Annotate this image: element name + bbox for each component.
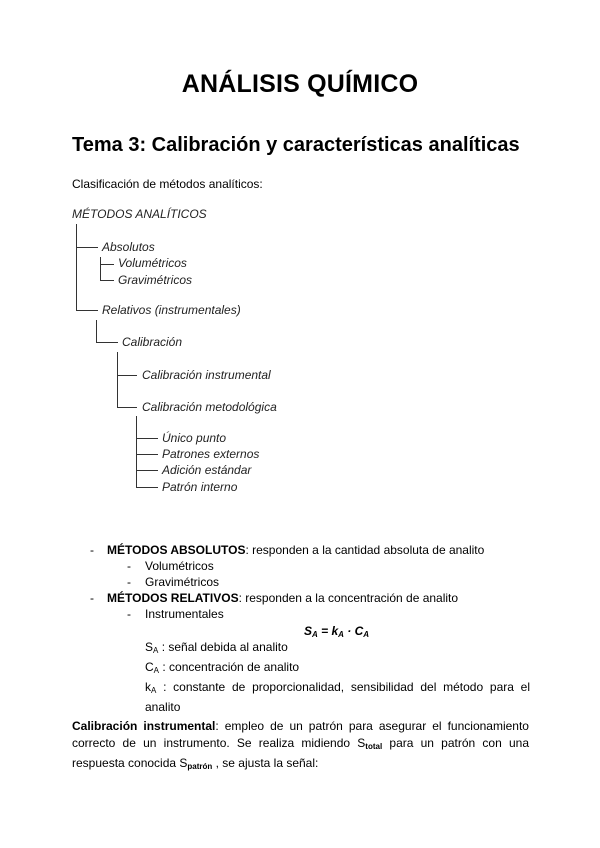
list-dash: -: [127, 575, 131, 589]
tree-line: [136, 487, 158, 488]
eq-symbol: = k: [317, 624, 339, 638]
tree-node-relativos: Relativos (instrumentales): [102, 303, 241, 317]
list-item-text: Gravimétricos: [145, 575, 220, 589]
list-item: [72, 606, 532, 622]
tree-line: [100, 264, 114, 265]
tree-node-cal-metodologica: Calibración metodológica: [142, 400, 277, 414]
tree-line: [100, 280, 114, 281]
tree-node-volumetricos: Volumétricos: [118, 256, 187, 270]
definition-ka: $k_A$ : constante de proporcionalidad, sensibilidad del método para el analito: [145, 680, 530, 714]
tree-node-unico-punto: Único punto: [162, 431, 227, 445]
tree-line: [117, 407, 137, 408]
paragraph-bold: Calibración instrumental: [72, 719, 216, 733]
paragraph-subscript: total: [365, 742, 383, 751]
definitions: [145, 639, 530, 715]
list-item: [72, 590, 532, 606]
tree-line: [136, 438, 158, 439]
eq-symbol: · C: [343, 624, 364, 638]
list-item-text: Instrumentales: [145, 607, 224, 621]
tree-node-adicion-estandar: Adición estándar: [162, 463, 252, 477]
list-item: [72, 542, 532, 558]
list-dash: -: [90, 543, 94, 557]
eq-subscript: A: [338, 630, 344, 639]
section-title: Tema 3: Calibración y características analíticas: [72, 134, 520, 156]
eq-subscript: A: [363, 630, 370, 639]
list-item-title: MÉTODOS ABSOLUTOS: [107, 543, 246, 557]
paragraph-text: para un patrón con una respuesta conocida S: [72, 736, 530, 770]
tree-line: [100, 257, 101, 281]
list-item: [72, 574, 532, 590]
tree-node-gravimetricos: Gravimétricos: [118, 273, 193, 287]
list-dash: -: [127, 607, 131, 621]
equation: [304, 624, 369, 639]
definition-sa: $S_A$ : señal debida al analito: [145, 640, 288, 655]
methods-list: [72, 542, 532, 622]
eq-subscript: A: [312, 630, 318, 639]
tree-root: MÉTODOS ANALÍTICOS: [72, 207, 207, 221]
list-item-text: : responden a la cantidad absoluta de analito: [245, 543, 485, 557]
paragraph-text: : empleo de un patrón para asegurar el funcionamiento correcto de un instrumento. Se realiza midiendo S: [72, 719, 529, 750]
tree-line: [96, 320, 97, 343]
tree-line: [136, 416, 137, 488]
tree-node-calibracion: Calibración: [122, 335, 183, 349]
document-title: ANÁLISIS QUÍMICO: [181, 70, 419, 98]
tree-node-patron-interno: Patrón interno: [162, 480, 238, 494]
paragraph-text: , se ajusta la señal:: [212, 756, 319, 770]
list-dash: -: [90, 591, 94, 605]
intro-text: Clasificación de métodos analíticos:: [72, 177, 263, 191]
tree-node-cal-instrumental: Calibración instrumental: [142, 368, 271, 382]
tree-line: [96, 342, 118, 343]
tree-node-absolutos: Absolutos: [102, 240, 155, 254]
list-item-text: Volumétricos: [145, 559, 214, 573]
tree-line: [117, 375, 137, 376]
paragraph-subscript: patrón: [187, 762, 213, 771]
tree-line: [76, 247, 98, 248]
list-item-text: : responden a la concentración de analito: [238, 591, 459, 605]
eq-symbol: S: [304, 624, 313, 638]
list-dash: -: [127, 559, 131, 573]
tree-line: [136, 470, 158, 471]
tree-line: [117, 352, 118, 407]
tree-line: [136, 454, 158, 455]
list-item-title: MÉTODOS RELATIVOS: [107, 591, 239, 605]
definition-ca: $C_A$ : concentración de analito: [145, 660, 300, 675]
tree-line: [76, 224, 77, 310]
list-item: [72, 558, 532, 574]
tree-line: [76, 310, 98, 311]
instrumental-calibration-paragraph: [72, 718, 529, 775]
tree-node-patrones-externos: Patrones externos: [162, 447, 260, 461]
